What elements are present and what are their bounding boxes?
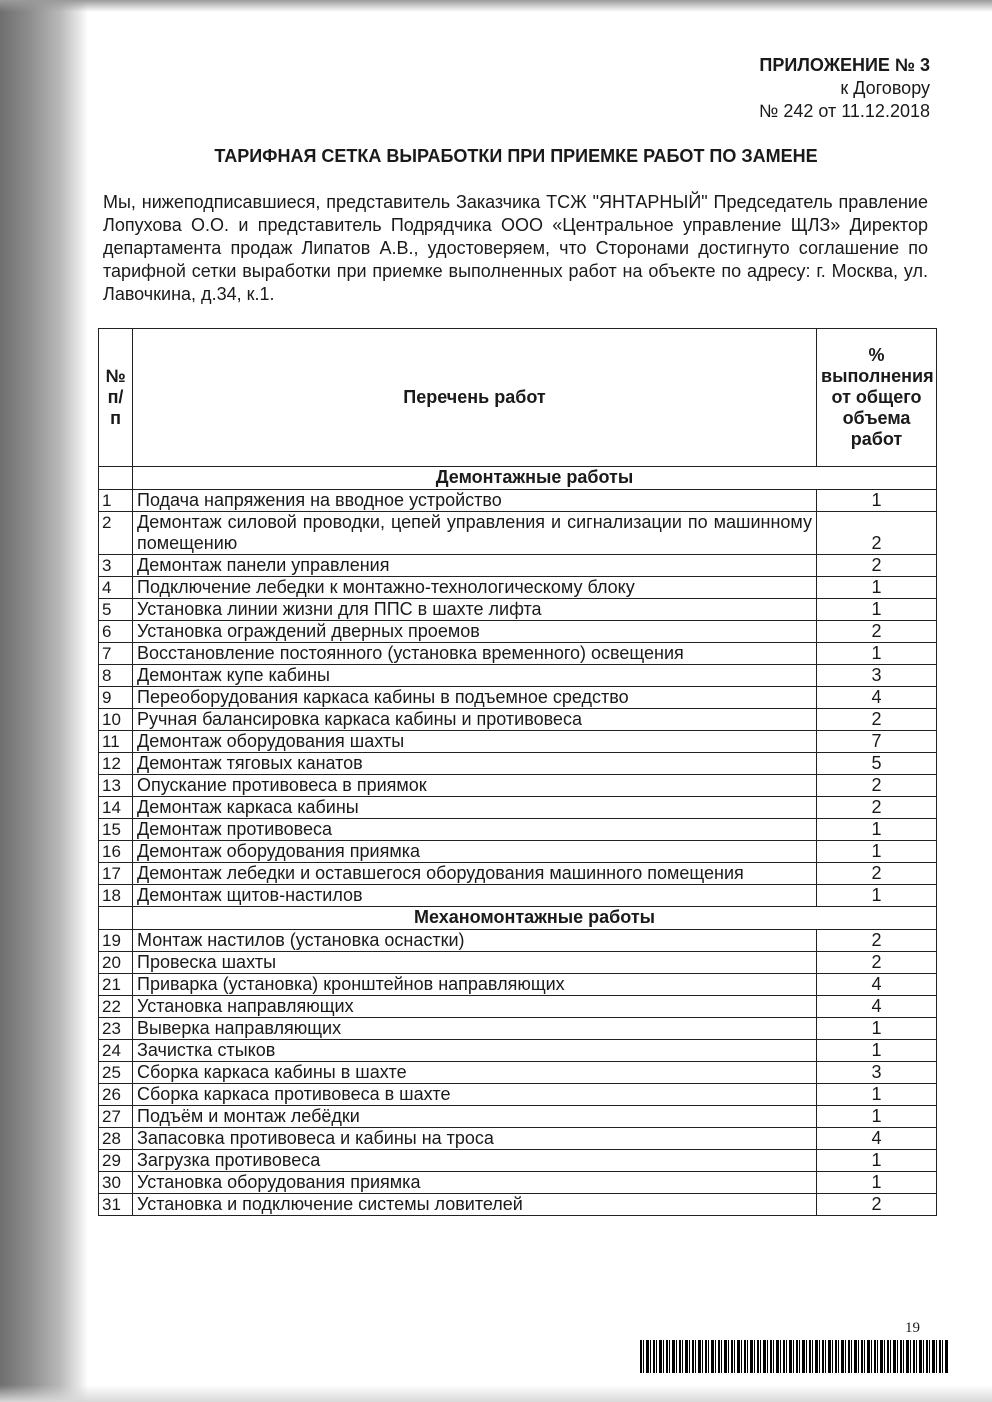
work-description: Выверка направляющих (133, 1018, 817, 1040)
table-row (99, 1062, 937, 1084)
row-number: 17 (99, 863, 133, 885)
completion-percent: 1 (817, 1150, 937, 1172)
work-description: Восстановление постоянного (установка временного) освещения (133, 643, 817, 665)
appendix-header (759, 54, 930, 123)
table-row (99, 841, 937, 863)
row-number: 12 (99, 753, 133, 775)
completion-percent: 1 (817, 1172, 937, 1194)
scan-bottom-shadow (0, 1385, 992, 1402)
section-header-row (99, 467, 937, 490)
intro-paragraph: Мы, нижеподписавшиеся, представитель Заказчика ТСЖ "ЯНТАРНЫЙ" Председатель правление Лопухова О.О. и представитель Подрядчика ООО «Центральное управление ЩЛЗ» Директор департамента продаж Липатов А.В., удостоверяем, что Сторонами достигнуто соглашение по тарифной сетки выработки при приемке выполненных работ на объекте по адресу: г. Москва, ул. Лавочкина, д.34, к.1. (103, 192, 928, 304)
table-row (99, 687, 937, 709)
table-row (99, 621, 937, 643)
work-description: Установка оборудования приямка (133, 1172, 817, 1194)
table-row (99, 974, 937, 996)
scan-binding-shadow (0, 0, 88, 1402)
table-row (99, 885, 937, 907)
completion-percent: 1 (817, 1106, 937, 1128)
work-description: Подъём и монтаж лебёдки (133, 1106, 817, 1128)
row-number: 26 (99, 1084, 133, 1106)
row-number: 19 (99, 930, 133, 952)
table-row (99, 665, 937, 687)
row-number: 22 (99, 996, 133, 1018)
table-row (99, 1128, 937, 1150)
row-number: 3 (99, 555, 133, 577)
row-number: 7 (99, 643, 133, 665)
work-description: Демонтаж щитов-настилов (133, 885, 817, 907)
col-header-work: Перечень работ (133, 329, 817, 467)
scan-top-shadow (0, 0, 992, 12)
table-row (99, 797, 937, 819)
completion-percent: 4 (817, 1128, 937, 1150)
appendix-label: ПРИЛОЖЕНИЕ № 3 (759, 55, 930, 75)
barcode (640, 1340, 948, 1373)
completion-percent: 1 (817, 885, 937, 907)
table-row (99, 996, 937, 1018)
row-number: 4 (99, 577, 133, 599)
tariff-table-body (99, 467, 937, 1216)
work-description: Демонтаж тяговых канатов (133, 753, 817, 775)
completion-percent: 1 (817, 577, 937, 599)
work-description: Приварка (установка) кронштейнов направляющих (133, 974, 817, 996)
completion-percent: 2 (817, 1194, 937, 1216)
table-row (99, 1150, 937, 1172)
tariff-table (98, 328, 937, 1216)
row-number: 1 (99, 490, 133, 512)
document-title: ТАРИФНАЯ СЕТКА ВЫРАБОТКИ ПРИ ПРИЕМКЕ РАБОТ ПО ЗАМЕНЕ (214, 146, 818, 166)
row-number: 5 (99, 599, 133, 621)
completion-percent: 2 (817, 952, 937, 974)
completion-percent: 2 (817, 930, 937, 952)
section-title: Механомонтажные работы (133, 907, 937, 930)
completion-percent: 2 (817, 863, 937, 885)
work-description: Демонтаж купе кабины (133, 665, 817, 687)
table-row (99, 599, 937, 621)
work-description: Демонтаж оборудования приямка (133, 841, 817, 863)
completion-percent: 1 (817, 1040, 937, 1062)
completion-percent: 1 (817, 1018, 937, 1040)
row-number: 24 (99, 1040, 133, 1062)
page-number: 19 (905, 1320, 920, 1336)
row-number: 15 (99, 819, 133, 841)
work-description: Запасовка противовеса и кабины на троса (133, 1128, 817, 1150)
row-number: 21 (99, 974, 133, 996)
table-row (99, 709, 937, 731)
row-number: 29 (99, 1150, 133, 1172)
row-number: 2 (99, 512, 133, 555)
completion-percent: 3 (817, 665, 937, 687)
completion-percent: 1 (817, 1084, 937, 1106)
completion-percent: 2 (817, 512, 937, 555)
work-description: Загрузка противовеса (133, 1150, 817, 1172)
row-number: 9 (99, 687, 133, 709)
table-row (99, 952, 937, 974)
completion-percent: 1 (817, 599, 937, 621)
row-number: 30 (99, 1172, 133, 1194)
section-number-cell (99, 467, 133, 490)
completion-percent: 4 (817, 687, 937, 709)
completion-percent: 2 (817, 621, 937, 643)
row-number: 11 (99, 731, 133, 753)
contract-reference: № 242 от 11.12.2018 (759, 101, 930, 121)
work-description: Демонтаж силовой проводки, цепей управления и сигнализации по машинному помещению (133, 512, 817, 555)
work-description: Ручная балансировка каркаса кабины и противовеса (133, 709, 817, 731)
completion-percent: 1 (817, 643, 937, 665)
table-row (99, 577, 937, 599)
completion-percent: 1 (817, 841, 937, 863)
work-description: Переоборудования каркаса кабины в подъемное средство (133, 687, 817, 709)
completion-percent: 5 (817, 753, 937, 775)
row-number: 27 (99, 1106, 133, 1128)
table-row (99, 1106, 937, 1128)
work-description: Демонтаж лебедки и оставшегося оборудования машинного помещения (133, 863, 817, 885)
completion-percent: 1 (817, 490, 937, 512)
table-header-row (99, 329, 937, 467)
table-row (99, 930, 937, 952)
work-description: Установка направляющих (133, 996, 817, 1018)
row-number: 8 (99, 665, 133, 687)
completion-percent: 3 (817, 1062, 937, 1084)
work-description: Демонтаж каркаса кабины (133, 797, 817, 819)
col-header-percent: % выполнения от общего объема работ (817, 329, 937, 467)
work-description: Сборка каркаса противовеса в шахте (133, 1084, 817, 1106)
work-description: Сборка каркаса кабины в шахте (133, 1062, 817, 1084)
work-description: Демонтаж противовеса (133, 819, 817, 841)
completion-percent: 4 (817, 996, 937, 1018)
section-header-row (99, 907, 937, 930)
work-description: Опускание противовеса в приямок (133, 775, 817, 797)
work-description: Установка ограждений дверных проемов (133, 621, 817, 643)
work-description: Подключение лебедки к монтажно-технологическому блоку (133, 577, 817, 599)
table-row (99, 1084, 937, 1106)
table-row (99, 1018, 937, 1040)
completion-percent: 2 (817, 555, 937, 577)
row-number: 25 (99, 1062, 133, 1084)
table-row (99, 1194, 937, 1216)
work-description: Провеска шахты (133, 952, 817, 974)
completion-percent: 2 (817, 797, 937, 819)
table-row (99, 819, 937, 841)
table-row (99, 512, 937, 555)
table-row (99, 490, 937, 512)
completion-percent: 4 (817, 974, 937, 996)
completion-percent: 1 (817, 819, 937, 841)
table-row (99, 1172, 937, 1194)
completion-percent: 2 (817, 775, 937, 797)
table-row (99, 643, 937, 665)
completion-percent: 2 (817, 709, 937, 731)
row-number: 10 (99, 709, 133, 731)
table-row (99, 731, 937, 753)
row-number: 23 (99, 1018, 133, 1040)
row-number: 18 (99, 885, 133, 907)
work-description: Демонтаж панели управления (133, 555, 817, 577)
contract-label: к Договору (840, 78, 930, 98)
work-description: Установка и подключение системы ловителей (133, 1194, 817, 1216)
row-number: 14 (99, 797, 133, 819)
work-description: Установка линии жизни для ППС в шахте лифта (133, 599, 817, 621)
row-number: 13 (99, 775, 133, 797)
row-number: 20 (99, 952, 133, 974)
row-number: 6 (99, 621, 133, 643)
work-description: Монтаж настилов (установка оснастки) (133, 930, 817, 952)
row-number: 16 (99, 841, 133, 863)
work-description: Подача напряжения на вводное устройство (133, 490, 817, 512)
table-row (99, 863, 937, 885)
table-row (99, 753, 937, 775)
completion-percent: 7 (817, 731, 937, 753)
table-row (99, 555, 937, 577)
row-number: 31 (99, 1194, 133, 1216)
section-number-cell (99, 907, 133, 930)
table-row (99, 1040, 937, 1062)
work-description: Демонтаж оборудования шахты (133, 731, 817, 753)
section-title: Демонтажные работы (133, 467, 937, 490)
col-header-number: № п/ п (99, 329, 133, 467)
work-description: Зачистка стыков (133, 1040, 817, 1062)
row-number: 28 (99, 1128, 133, 1150)
table-row (99, 775, 937, 797)
